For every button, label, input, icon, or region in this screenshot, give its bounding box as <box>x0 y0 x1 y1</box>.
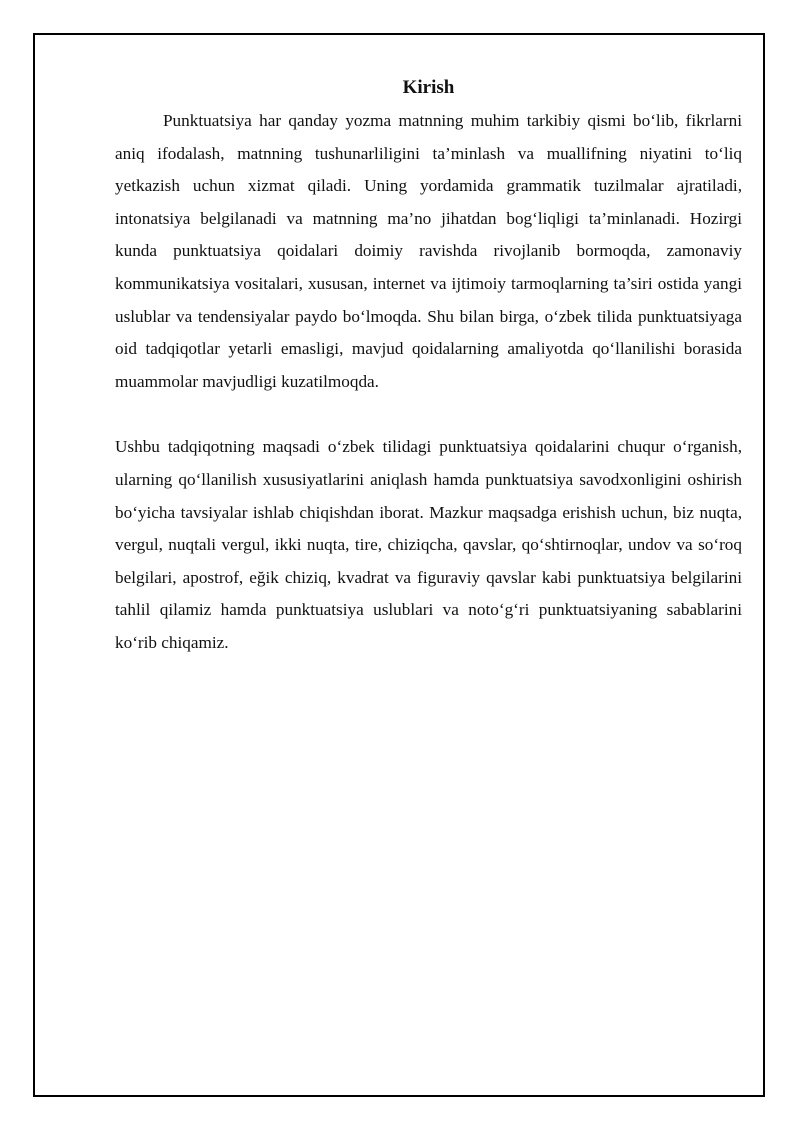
paragraph-gap <box>115 398 742 431</box>
document-body <box>115 74 742 660</box>
paragraph-goal: Ushbu tadqiqotning maqsadi o‘zbek tilidagi punktuatsiya qoidalarini chuqur o‘rganish, ularning qo‘llanilish xususiyatlarini aniqlash hamda punktuatsiya savodxonligini oshirish bo‘yicha tavsiyalar ishlab chiqishdan iborat. Mazkur maqsadga erishish uchun, biz nuqta, vergul, nuqtali vergul, ikki nuqta, tire, chiziqcha, qavslar, qo‘shtirnoqlar, undov va so‘roq belgilari, apostrof, eğik chiziq, kvadrat va figuraviy qavslar kabi punktuatsiya belgilarini tahlil qilamiz hamda punktuatsiya uslublari va noto‘g‘ri punktuatsiyaning sabablarini ko‘rib chiqamiz. <box>115 437 742 652</box>
paragraph-intro: Punktuatsiya har qanday yozma matnning muhim tarkibiy qismi bo‘lib, fikrlarni aniq ifodalash, matnning tushunarliligini ta’minlash va muallifning niyatini to‘liq yetkazish uchun xizmat qiladi. Uning yordamida grammatik tuzilmalar ajratiladi, intonatsiya belgilanadi va matnning ma’no jihatdan bog‘liqligi ta’minlanadi. Hozirgi kunda punktuatsiya qoidalari doimiy ravishda rivojlanib bormoqda, zamonaviy kommunikatsiya vositalari, xususan, internet va ijtimoiy tarmoqlarning ta’siri ostida yangi uslublar va tendensiyalar paydo bo‘lmoqda. Shu bilan birga, o‘zbek tilida punktuatsiyaga oid tadqiqotlar yetarli emasligi, mavjud qoidalarning amaliyotda qo‘llanilishi borasida muammolar mavjudligi kuzatilmoqda. <box>115 111 742 391</box>
document-title: Kirish <box>402 77 455 98</box>
